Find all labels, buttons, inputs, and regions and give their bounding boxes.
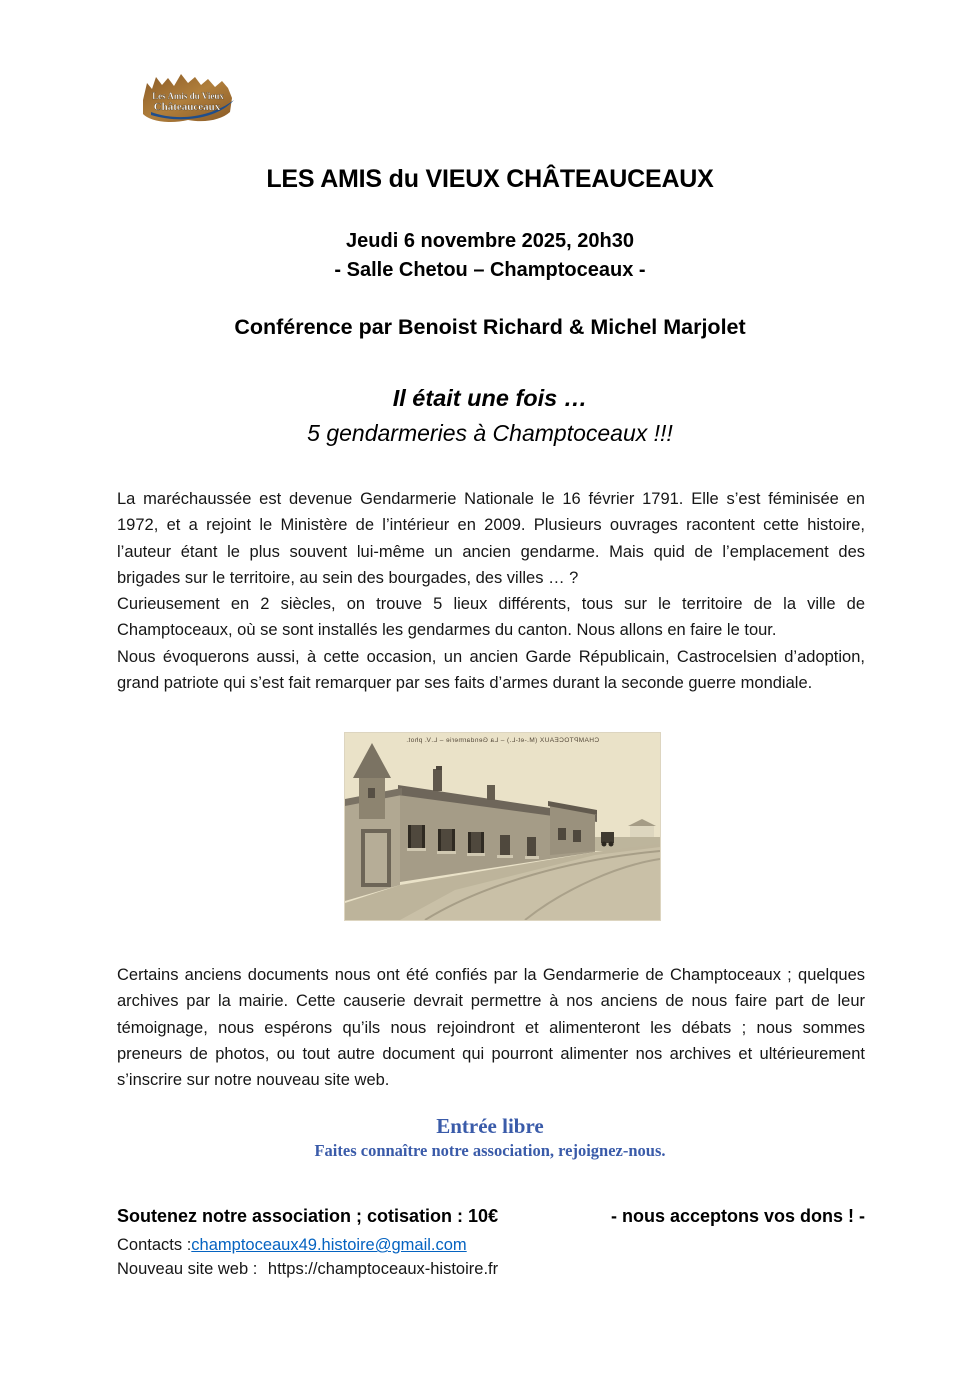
castle-logo-icon [133, 68, 243, 130]
support-dons-text: - nous acceptons vos dons ! - [610, 1206, 865, 1226]
contact-email-link[interactable]: champtoceaux49.histoire@gmail.com [191, 1236, 467, 1254]
contacts-line [117, 1236, 865, 1255]
free-entry-line: Entrée libre [436, 1114, 544, 1138]
support-cotisation-text: Soutenez notre association ; cotisation : 10€ [117, 1206, 499, 1226]
paragraph-locations: Curieusement en 2 siècles, on trouve 5 lieux différents, tous sur le territoire de la ville de Champtoceaux, où se sont installés les gendarmes du canton. Nous allons en faire le tour. [117, 595, 865, 640]
logo-text-line1: Les Amis du Vieux [152, 91, 224, 101]
postcard-illustration [345, 733, 660, 920]
paragraph-documents: Certains anciens documents nous ont été confiés par la Gendarmerie de Champtoceaux ; quelques archives par la mairie. Cette causerie devrait permettre à nos anciens de nous faire part de leur témoignage, nous espérons qu’ils nous rejoindront et alimenteront les débats ; nous sommes preneurs de photos, ou tout autre document qui pourront alimenter nos archives et ultérieurement s’inscrire sur notre nouveau site web. [117, 966, 865, 1090]
event-date: Jeudi 6 novembre 2025, 20h30 [346, 230, 634, 252]
website-url: https://champtoceaux-histoire.fr [267, 1260, 499, 1278]
contacts-label: Contacts : [117, 1236, 192, 1254]
website-line [117, 1260, 865, 1279]
event-venue: - Salle Chetou – Champtoceaux - [334, 259, 646, 281]
association-logo [133, 68, 243, 130]
join-us-line: Faites connaître notre association, rejoignez-nous. [314, 1141, 666, 1160]
page-title: LES AMIS du VIEUX CHÂTEAUCEAUX [266, 165, 714, 193]
support-line [117, 1206, 865, 1227]
postcard-mirrored-caption: CHAMPTOCEAUX (M.-et-L.) – La Gendarmerie – L.V. phot. [405, 737, 600, 744]
paragraph-history: La maréchaussée est devenue Gendarmerie Nationale le 16 février 1791. Elle s’est féminisée en 1972, et a rejoint le Ministère de l’intérieur en 2009. Plusieurs ouvrages racontent cette histoire, l’auteur étant le plus souvent lui-même un ancien gendarme. Mais quid de l’emplacement des brigades sur le territoire, au sein des bourgades, des villes … ? [117, 490, 865, 587]
gendarmerie-postcard-photo [345, 733, 660, 920]
intro-text-block [117, 486, 865, 696]
event-title-line2: 5 gendarmeries à Champtoceaux !!! [307, 420, 673, 446]
paragraph-garde: Nous évoquerons aussi, à cette occasion, un ancien Garde Républicain, Castrocelsien d’adoption, grand patriote qui s’est fait remarquer par ses faits d’armes durant la seconde guerre mondiale. [117, 647, 865, 693]
event-title-line1: Il était une fois … [392, 385, 588, 411]
logo-text-line2: Châteauceaux [153, 101, 221, 113]
conference-speakers: Conférence par Benoist Richard & Michel Marjolet [234, 315, 746, 339]
closing-text-block [117, 962, 865, 1093]
website-label: Nouveau site web : [117, 1260, 262, 1278]
